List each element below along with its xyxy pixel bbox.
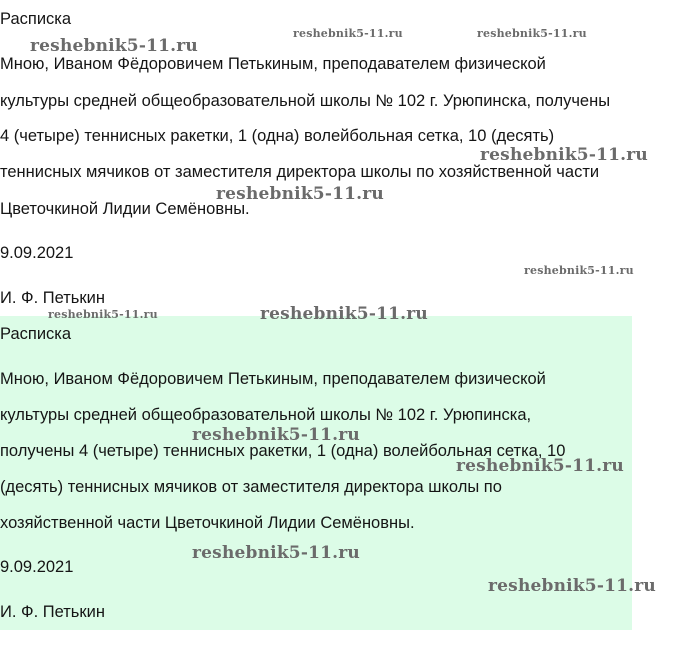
receipt-highlighted-line-3: получены 4 (четыре) теннисных ракетки, 1 (одна) волейбольная сетка, 10 bbox=[0, 442, 566, 460]
receipt-plain-line-2: культуры средней общеобразовательной школы № 102 г. Урюпинска, получены bbox=[0, 92, 611, 110]
watermark: reshebnik5-11.ru bbox=[293, 27, 403, 40]
receipt-highlighted-signature: И. Ф. Петькин bbox=[0, 603, 105, 621]
receipt-plain-signature: И. Ф. Петькин bbox=[0, 289, 105, 307]
watermark: reshebnik5-11.ru bbox=[48, 308, 158, 321]
watermark: reshebnik5-11.ru bbox=[524, 264, 634, 277]
receipt-plain-line-4: теннисных мячиков от заместителя директора школы по хозяйственной части bbox=[0, 163, 600, 181]
receipt-plain-line-1: Мною, Иваном Фёдоровичем Петькиным, преподавателем физической bbox=[0, 55, 546, 73]
receipt-plain-date: 9.09.2021 bbox=[0, 244, 74, 262]
watermark: reshebnik5-11.ru bbox=[192, 543, 360, 563]
receipt-highlighted-date: 9.09.2021 bbox=[0, 558, 74, 576]
receipt-highlighted-line-4: (десять) теннисных мячиков от заместителя директора школы по bbox=[0, 478, 502, 496]
watermark: reshebnik5-11.ru bbox=[480, 145, 648, 165]
watermark: reshebnik5-11.ru bbox=[192, 425, 360, 445]
watermark: reshebnik5-11.ru bbox=[30, 36, 198, 56]
watermark: reshebnik5-11.ru bbox=[477, 27, 587, 40]
receipt-highlighted-line-5: хозяйственной части Цветочкиной Лидии Семёновны. bbox=[0, 514, 415, 532]
receipt-highlighted-line-2: культуры средней общеобразовательной школы № 102 г. Урюпинска, bbox=[0, 406, 532, 424]
watermark: reshebnik5-11.ru bbox=[216, 184, 384, 204]
receipt-highlighted-title: Расписка bbox=[0, 325, 72, 343]
watermark: reshebnik5-11.ru bbox=[456, 456, 624, 476]
watermark: reshebnik5-11.ru bbox=[488, 576, 656, 596]
receipt-plain-line-3: 4 (четыре) теннисных ракетки, 1 (одна) волейбольная сетка, 10 (десять) bbox=[0, 127, 555, 145]
receipt-highlighted-line-1: Мною, Иваном Фёдоровичем Петькиным, преподавателем физической bbox=[0, 370, 546, 388]
watermark: reshebnik5-11.ru bbox=[260, 304, 428, 324]
receipt-plain-line-5: Цветочкиной Лидии Семёновны. bbox=[0, 200, 250, 218]
receipt-plain-title: Расписка bbox=[0, 10, 72, 28]
